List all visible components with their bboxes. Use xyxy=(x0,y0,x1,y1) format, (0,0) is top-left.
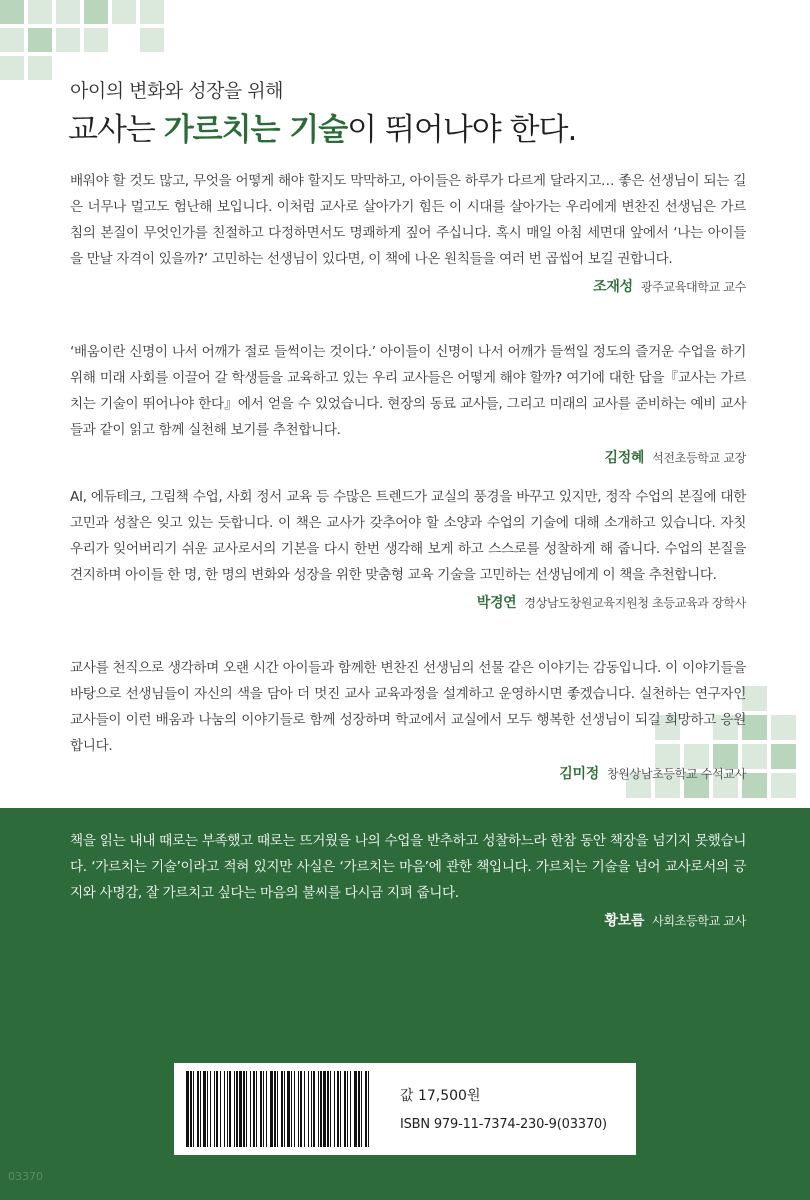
barcode-bar xyxy=(277,1071,278,1147)
barcode-bar xyxy=(200,1071,201,1147)
barcode-bar xyxy=(358,1071,360,1147)
barcode-icon xyxy=(184,1071,372,1147)
review-text: 책을 읽는 내내 때로는 부족했고 때로는 뜨거웠을 나의 수업을 반추하고 성찰하느라 한참 동안 책장을 넘기지 못했습니다. ‘가르치는 기술’이라고 적혀 있지만 사실은 ‘가르치는 마음’에 관한 책입니다. 가르치는 기술을 넘어 교사로서의 긍지와 사명감, 잘 가르치고 싶다는 마음의 불씨를 다시금 지펴 줍니다. xyxy=(70,833,746,901)
review-5 xyxy=(70,828,746,930)
review-signature xyxy=(70,447,746,467)
barcode-bar xyxy=(347,1071,348,1147)
barcode-bar xyxy=(291,1071,292,1147)
barcode-bar xyxy=(313,1071,315,1147)
reviewer-role: 창원상남초등학교 수석교사 xyxy=(606,767,746,781)
barcode-bar xyxy=(318,1071,319,1147)
barcode-bar xyxy=(294,1071,295,1147)
barcode-bar xyxy=(270,1071,273,1147)
barcode-bar xyxy=(281,1071,283,1147)
decorative-square xyxy=(56,28,80,52)
reviewer-name: 박경연 xyxy=(476,595,517,611)
title-highlight: 가르치는 기술 xyxy=(163,112,348,148)
barcode-bar xyxy=(207,1071,208,1147)
reviewer-role: 사회초등학교 교사 xyxy=(652,914,746,928)
barcode-bar xyxy=(311,1071,312,1147)
barcode-bar xyxy=(186,1071,189,1147)
price-label: 값 17,500원 xyxy=(400,1088,481,1104)
title-post: 이 뛰어나야 한다. xyxy=(347,112,577,148)
review-3 xyxy=(70,484,746,612)
decorative-square xyxy=(140,28,164,52)
review-text: 배워야 할 것도 많고, 무엇을 어떻게 해야 할지도 막막하고, 아이들은 하루가 다르게 달라지고… 좋은 선생님이 되는 길은 너무나 멀고도 험난해 보입니다. 이처럼 교사로 살아가기 힘든 이 시대를 살아가는 우리에게 변찬진 선생님은 가르침의 본질이 무엇인가를 친절하고 다정하면서도 명쾌하게 짚어 주십니다. 혹시 매일 아침 세면대 앞에서 ‘나는 아이들을 만날 자격이 있을까?’ 고민하는 선생님이 있다면, 이 책에 나온 원칙들을 여러 번 곱씹어 보길 권합니다. xyxy=(70,173,746,267)
barcode-bar xyxy=(298,1071,299,1147)
decorative-square xyxy=(84,28,108,52)
barcode-bar xyxy=(350,1071,351,1147)
decorative-square xyxy=(28,56,52,80)
reviewer-name: 김미정 xyxy=(559,766,599,782)
barcode-bar xyxy=(236,1071,238,1147)
barcode-bar xyxy=(344,1071,346,1147)
reviewer-role: 광주교육대학교 교수 xyxy=(640,280,746,294)
barcode-bar xyxy=(340,1071,341,1147)
review-signature xyxy=(70,592,746,612)
barcode-bar xyxy=(253,1071,255,1147)
decorative-square xyxy=(28,0,52,24)
barcode-bar xyxy=(214,1071,215,1147)
review-signature xyxy=(70,276,746,296)
review-1 xyxy=(70,168,746,296)
reviewer-role: 석전초등학교 교장 xyxy=(652,451,746,465)
decorative-square xyxy=(140,0,164,24)
barcode-bar xyxy=(330,1071,331,1147)
barcode-bar xyxy=(197,1071,199,1147)
cover-title xyxy=(68,104,576,149)
cover-subtitle: 아이의 변화와 성장을 위해 xyxy=(70,80,284,102)
barcode-bar xyxy=(210,1071,211,1147)
barcode-bar xyxy=(300,1071,302,1147)
review-4 xyxy=(70,655,746,783)
title-pre: 교사는 xyxy=(68,112,164,148)
barcode-bar xyxy=(327,1071,329,1147)
decorative-square xyxy=(0,0,24,24)
barcode-bar xyxy=(250,1071,251,1147)
barcode-bar xyxy=(260,1071,262,1147)
decorative-square xyxy=(84,0,108,24)
isbn-label: ISBN 979-11-7374-230-9(03370) xyxy=(400,1117,607,1132)
barcode-box xyxy=(174,1063,636,1155)
barcode-bar xyxy=(203,1071,206,1147)
barcode-bar xyxy=(216,1071,218,1147)
barcode-bar xyxy=(234,1071,235,1147)
barcode-bar xyxy=(224,1071,225,1147)
barcode-bar xyxy=(287,1071,290,1147)
barcode-bar xyxy=(227,1071,228,1147)
reviewer-name: 조재성 xyxy=(593,279,633,295)
barcode-bar xyxy=(239,1071,242,1147)
decorative-square xyxy=(0,28,24,52)
barcode-bar xyxy=(229,1071,231,1147)
review-signature xyxy=(70,763,746,783)
decorative-square xyxy=(771,744,796,769)
decorative-square xyxy=(28,28,52,52)
review-text: ‘배움이란 신명이 나서 어깨가 절로 들썩이는 것이다.’ 아이들이 신명이 나서 어깨가 들썩일 정도의 즐거운 수업을 하기 위해 미래 사회를 이끌어 갈 학생들을 교육하고 있는 우리 교사들은 어떻게 해야 할까? 여기에 대한 답을『교사는 가르치는 기술이 뛰어나야 한다』에서 얻을 수 있었습니다. 현장의 동료 교사들, 그리고 미래의 교사를 준비하는 예비 교사들과 같이 읽고 함께 실천해 보기를 추천합니다. xyxy=(70,344,746,438)
review-signature xyxy=(70,910,746,930)
barcode-bar xyxy=(220,1071,221,1147)
barcode-bar xyxy=(284,1071,285,1147)
decorative-square xyxy=(56,0,80,24)
barcode-bar xyxy=(361,1071,362,1147)
barcode-bar xyxy=(246,1071,247,1147)
barcode-bar xyxy=(365,1071,367,1147)
review-text: AI, 에듀테크, 그림책 수업, 사회 정서 교육 등 수많은 트렌드가 교실의 풍경을 바꾸고 있지만, 정작 수업의 본질에 대한 고민과 성찰은 잊고 있는 듯합니다. 이 책은 교사가 갖추어야 할 소양과 수업의 기술에 대해 소개하고 있습니다. 자칫 우리가 잊어버리기 쉬운 교사로서의 기본을 다시 한번 생각해 보게 하고 스스로를 성찰하게 해 줍니다. 수업의 본질을 견지하며 아이들 한 명, 한 명의 변화와 성장을 위한 맞춤형 교육 기술을 고민하는 선생님에게 이 책을 추천합니다. xyxy=(70,489,746,583)
decorative-square xyxy=(771,715,796,740)
barcode-bar xyxy=(266,1071,267,1147)
barcode-bar xyxy=(193,1071,194,1147)
barcode-bar xyxy=(304,1071,305,1147)
review-2 xyxy=(70,339,746,467)
barcode-bar xyxy=(274,1071,276,1147)
decorative-square xyxy=(112,0,136,24)
barcode-bar xyxy=(334,1071,335,1147)
barcode-bar xyxy=(320,1071,322,1147)
barcode-bar xyxy=(263,1071,264,1147)
barcode-bar xyxy=(256,1071,257,1147)
reviewer-name: 황보름 xyxy=(604,913,645,929)
reviewer-name: 김정혜 xyxy=(604,450,645,466)
review-text: 교사를 천직으로 생각하며 오랜 시간 아이들과 함께한 변찬진 선생님의 선물 같은 이야기는 감동입니다. 이 이야기들을 바탕으로 선생님들이 자신의 색을 담아 더 멋진 교사 교육과정을 설계하고 운영하시면 좋겠습니다. 실천하는 연구자인 교사들이 이런 배움과 나눔의 이야기들로 함께 성장하며 학교에서 교실에서 모두 행복한 선생님이 되길 희망하고 응원합니다. xyxy=(70,660,746,754)
barcode-bar xyxy=(354,1071,357,1147)
reviewer-role: 경상남도창원교육지원청 초등교육과 장학사 xyxy=(524,596,746,610)
barcode-bar xyxy=(368,1071,369,1147)
barcode-bar xyxy=(190,1071,192,1147)
barcode-bar xyxy=(337,1071,339,1147)
barcode-bar xyxy=(243,1071,245,1147)
decorative-square xyxy=(0,56,24,80)
barcode-bar xyxy=(308,1071,309,1147)
barcode-bar xyxy=(323,1071,326,1147)
decorative-square xyxy=(771,773,796,798)
corner-code: 03370 xyxy=(8,1170,43,1183)
